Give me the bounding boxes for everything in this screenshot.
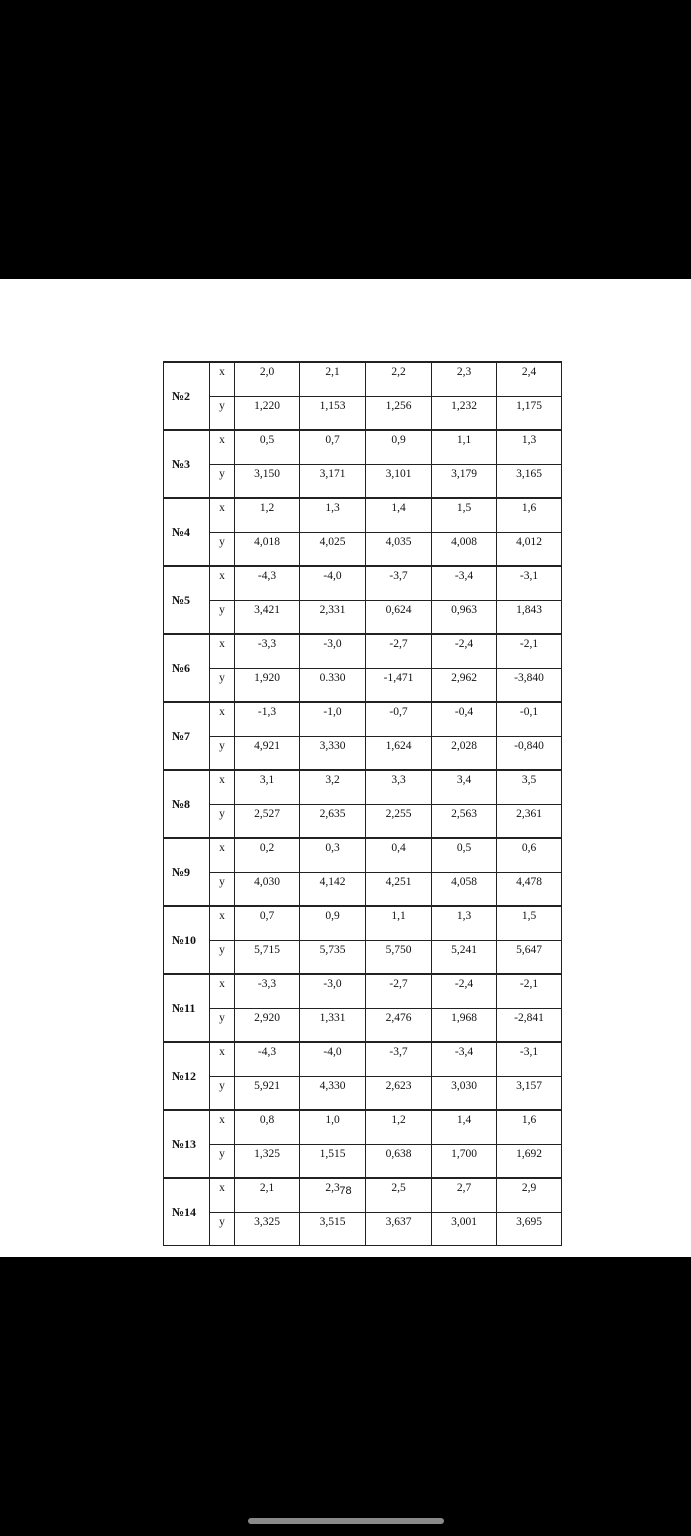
x-label: x [210, 430, 235, 464]
table-row-x [164, 498, 562, 532]
y-value-cell: 3,157 [497, 1076, 562, 1110]
x-label: x [210, 362, 235, 396]
x-value-cell: -3,4 [432, 1042, 497, 1076]
variant-number: №14 [164, 1178, 210, 1246]
table-row-y [164, 464, 562, 498]
variant-number: №4 [164, 498, 210, 566]
y-label: y [210, 940, 235, 974]
x-label: x [210, 906, 235, 940]
table-row-x [164, 1042, 562, 1076]
x-value-cell: 1,5 [432, 498, 497, 532]
variant-number: №9 [164, 838, 210, 906]
table-row-x [164, 702, 562, 736]
x-value-cell: 0,9 [300, 906, 366, 940]
y-value-cell: 2,563 [432, 804, 497, 838]
x-value-cell: 0,2 [235, 838, 300, 872]
x-value-cell: 0,3 [300, 838, 366, 872]
y-value-cell: -3,840 [497, 668, 562, 702]
x-value-cell: -0,4 [432, 702, 497, 736]
x-value-cell: 1,3 [300, 498, 366, 532]
y-value-cell: 3,330 [300, 736, 366, 770]
x-value-cell: 1,1 [432, 430, 497, 464]
x-value-cell: 2,5 [366, 1178, 432, 1212]
y-value-cell: 2,476 [366, 1008, 432, 1042]
x-value-cell: 1,6 [497, 498, 562, 532]
y-label: y [210, 804, 235, 838]
table-row-y [164, 532, 562, 566]
x-value-cell: -3,1 [497, 566, 562, 600]
y-label: y [210, 668, 235, 702]
y-value-cell: 4,478 [497, 872, 562, 906]
y-value-cell: 1,325 [235, 1144, 300, 1178]
y-value-cell: 3,421 [235, 600, 300, 634]
x-value-cell: 2,7 [432, 1178, 497, 1212]
y-label: y [210, 1212, 235, 1246]
y-value-cell: 3,101 [366, 464, 432, 498]
x-value-cell: 0,6 [497, 838, 562, 872]
y-value-cell: 1,920 [235, 668, 300, 702]
x-value-cell: 1,4 [366, 498, 432, 532]
x-value-cell: 1,6 [497, 1110, 562, 1144]
y-value-cell: 5,735 [300, 940, 366, 974]
y-value-cell: 4,012 [497, 532, 562, 566]
y-value-cell: 0,638 [366, 1144, 432, 1178]
y-value-cell: 0,963 [432, 600, 497, 634]
table-row-x [164, 362, 562, 396]
y-value-cell: 2,361 [497, 804, 562, 838]
variant-number: №7 [164, 702, 210, 770]
y-value-cell: 3,150 [235, 464, 300, 498]
y-value-cell: 2,527 [235, 804, 300, 838]
y-label: y [210, 600, 235, 634]
variant-number: №10 [164, 906, 210, 974]
x-value-cell: -3,4 [432, 566, 497, 600]
y-value-cell: 2,028 [432, 736, 497, 770]
variant-number: №6 [164, 634, 210, 702]
x-value-cell: 2,2 [366, 362, 432, 396]
x-value-cell: 1,4 [432, 1110, 497, 1144]
x-value-cell: 0,9 [366, 430, 432, 464]
x-value-cell: -2,1 [497, 634, 562, 668]
y-value-cell: 1,331 [300, 1008, 366, 1042]
variant-number: №8 [164, 770, 210, 838]
x-value-cell: 3,5 [497, 770, 562, 804]
x-value-cell: -2,1 [497, 974, 562, 1008]
table-row-x [164, 770, 562, 804]
x-label: x [210, 702, 235, 736]
y-value-cell: 5,647 [497, 940, 562, 974]
y-value-cell: 5,921 [235, 1076, 300, 1110]
y-label: y [210, 532, 235, 566]
y-value-cell: 2,962 [432, 668, 497, 702]
table-row-y [164, 872, 562, 906]
x-value-cell: 2,1 [235, 1178, 300, 1212]
x-label: x [210, 838, 235, 872]
x-label: x [210, 566, 235, 600]
y-value-cell: 1,700 [432, 1144, 497, 1178]
y-value-cell: 1,692 [497, 1144, 562, 1178]
variant-number: №13 [164, 1110, 210, 1178]
y-value-cell: 1,624 [366, 736, 432, 770]
x-value-cell: 2,4 [497, 362, 562, 396]
y-value-cell: 4,142 [300, 872, 366, 906]
y-value-cell: 4,030 [235, 872, 300, 906]
table-row-x [164, 974, 562, 1008]
x-value-cell: 0,4 [366, 838, 432, 872]
y-label: y [210, 1008, 235, 1042]
y-value-cell: 4,018 [235, 532, 300, 566]
x-value-cell: 2,1 [300, 362, 366, 396]
y-label: y [210, 464, 235, 498]
variant-number: №2 [164, 362, 210, 430]
y-value-cell: 1,220 [235, 396, 300, 430]
x-value-cell: 2,3 [300, 1178, 366, 1212]
y-label: y [210, 1076, 235, 1110]
x-value-cell: 3,2 [300, 770, 366, 804]
x-value-cell: 1,3 [432, 906, 497, 940]
y-value-cell: 4,330 [300, 1076, 366, 1110]
y-value-cell: 3,637 [366, 1212, 432, 1246]
x-value-cell: 1,1 [366, 906, 432, 940]
table-row-y [164, 940, 562, 974]
x-value-cell: -4,3 [235, 566, 300, 600]
table-row-x [164, 430, 562, 464]
table-row-x [164, 838, 562, 872]
y-value-cell: 1,968 [432, 1008, 497, 1042]
y-value-cell: 2,920 [235, 1008, 300, 1042]
x-value-cell: -4,0 [300, 566, 366, 600]
x-value-cell: -2,7 [366, 974, 432, 1008]
x-value-cell: -2,4 [432, 634, 497, 668]
y-value-cell: 1,232 [432, 396, 497, 430]
x-value-cell: -3,0 [300, 974, 366, 1008]
x-value-cell: 1,5 [497, 906, 562, 940]
x-label: x [210, 974, 235, 1008]
y-label: y [210, 1144, 235, 1178]
x-value-cell: -2,7 [366, 634, 432, 668]
x-value-cell: -3,7 [366, 566, 432, 600]
x-value-cell: -3,3 [235, 974, 300, 1008]
table-row-y [164, 396, 562, 430]
y-value-cell: 1,256 [366, 396, 432, 430]
y-value-cell: 4,921 [235, 736, 300, 770]
x-value-cell: -1,3 [235, 702, 300, 736]
x-label: x [210, 1178, 235, 1212]
y-value-cell: 4,035 [366, 532, 432, 566]
x-value-cell: 1,2 [366, 1110, 432, 1144]
y-value-cell: -1,471 [366, 668, 432, 702]
x-value-cell: -3,1 [497, 1042, 562, 1076]
y-value-cell: 0.330 [300, 668, 366, 702]
y-value-cell: -2,841 [497, 1008, 562, 1042]
x-value-cell: 2,0 [235, 362, 300, 396]
x-value-cell: 0,7 [235, 906, 300, 940]
x-value-cell: 3,1 [235, 770, 300, 804]
x-value-cell: -3,3 [235, 634, 300, 668]
y-value-cell: 0,624 [366, 600, 432, 634]
table-row-y [164, 600, 562, 634]
y-value-cell: 3,165 [497, 464, 562, 498]
y-value-cell: 3,325 [235, 1212, 300, 1246]
x-value-cell: -3,0 [300, 634, 366, 668]
x-value-cell: -2,4 [432, 974, 497, 1008]
x-value-cell: -4,3 [235, 1042, 300, 1076]
table-row-x [164, 634, 562, 668]
y-value-cell: 2,255 [366, 804, 432, 838]
y-value-cell: 3,515 [300, 1212, 366, 1246]
y-value-cell: 4,025 [300, 532, 366, 566]
variant-number: №3 [164, 430, 210, 498]
y-value-cell: 3,179 [432, 464, 497, 498]
variant-number: №12 [164, 1042, 210, 1110]
variant-number: №11 [164, 974, 210, 1042]
x-value-cell: -3,7 [366, 1042, 432, 1076]
x-value-cell: -1,0 [300, 702, 366, 736]
table-row-y [164, 668, 562, 702]
x-value-cell: 0,5 [235, 430, 300, 464]
x-value-cell: 1,0 [300, 1110, 366, 1144]
x-value-cell: -0,1 [497, 702, 562, 736]
document-page [0, 279, 691, 1257]
x-value-cell: 3,4 [432, 770, 497, 804]
x-label: x [210, 498, 235, 532]
x-label: x [210, 1042, 235, 1076]
table-row-y [164, 1008, 562, 1042]
x-value-cell: 1,3 [497, 430, 562, 464]
y-value-cell: 2,623 [366, 1076, 432, 1110]
y-value-cell: 3,001 [432, 1212, 497, 1246]
x-value-cell: 1,2 [235, 498, 300, 532]
x-value-cell: 3,3 [366, 770, 432, 804]
y-value-cell: 5,715 [235, 940, 300, 974]
x-label: x [210, 1110, 235, 1144]
x-label: x [210, 770, 235, 804]
y-value-cell: 1,175 [497, 396, 562, 430]
y-value-cell: 3,695 [497, 1212, 562, 1246]
y-value-cell: 4,058 [432, 872, 497, 906]
x-value-cell: 0,7 [300, 430, 366, 464]
y-value-cell: 3,171 [300, 464, 366, 498]
x-value-cell: 2,3 [432, 362, 497, 396]
x-value-cell: -4,0 [300, 1042, 366, 1076]
table-row-x [164, 1110, 562, 1144]
x-value-cell: 0,5 [432, 838, 497, 872]
y-value-cell: 4,008 [432, 532, 497, 566]
y-value-cell: 2,635 [300, 804, 366, 838]
x-label: x [210, 634, 235, 668]
y-value-cell: -0,840 [497, 736, 562, 770]
y-label: y [210, 396, 235, 430]
y-value-cell: 2,331 [300, 600, 366, 634]
table-row-y [164, 1212, 562, 1246]
x-value-cell: -0,7 [366, 702, 432, 736]
home-indicator[interactable] [248, 1518, 444, 1524]
y-value-cell: 5,750 [366, 940, 432, 974]
y-value-cell: 5,241 [432, 940, 497, 974]
y-value-cell: 4,251 [366, 872, 432, 906]
table-row-x [164, 566, 562, 600]
table-row-y [164, 736, 562, 770]
page-number: 78 [339, 1185, 352, 1197]
x-value-cell: 2,9 [497, 1178, 562, 1212]
data-table [163, 361, 562, 1246]
variant-number: №5 [164, 566, 210, 634]
y-label: y [210, 736, 235, 770]
table-row-y [164, 1144, 562, 1178]
x-value-cell: 0,8 [235, 1110, 300, 1144]
y-value-cell: 3,030 [432, 1076, 497, 1110]
y-label: y [210, 872, 235, 906]
table-row-x [164, 906, 562, 940]
table-row-y [164, 804, 562, 838]
y-value-cell: 1,515 [300, 1144, 366, 1178]
y-value-cell: 1,153 [300, 396, 366, 430]
y-value-cell: 1,843 [497, 600, 562, 634]
table-row-y [164, 1076, 562, 1110]
